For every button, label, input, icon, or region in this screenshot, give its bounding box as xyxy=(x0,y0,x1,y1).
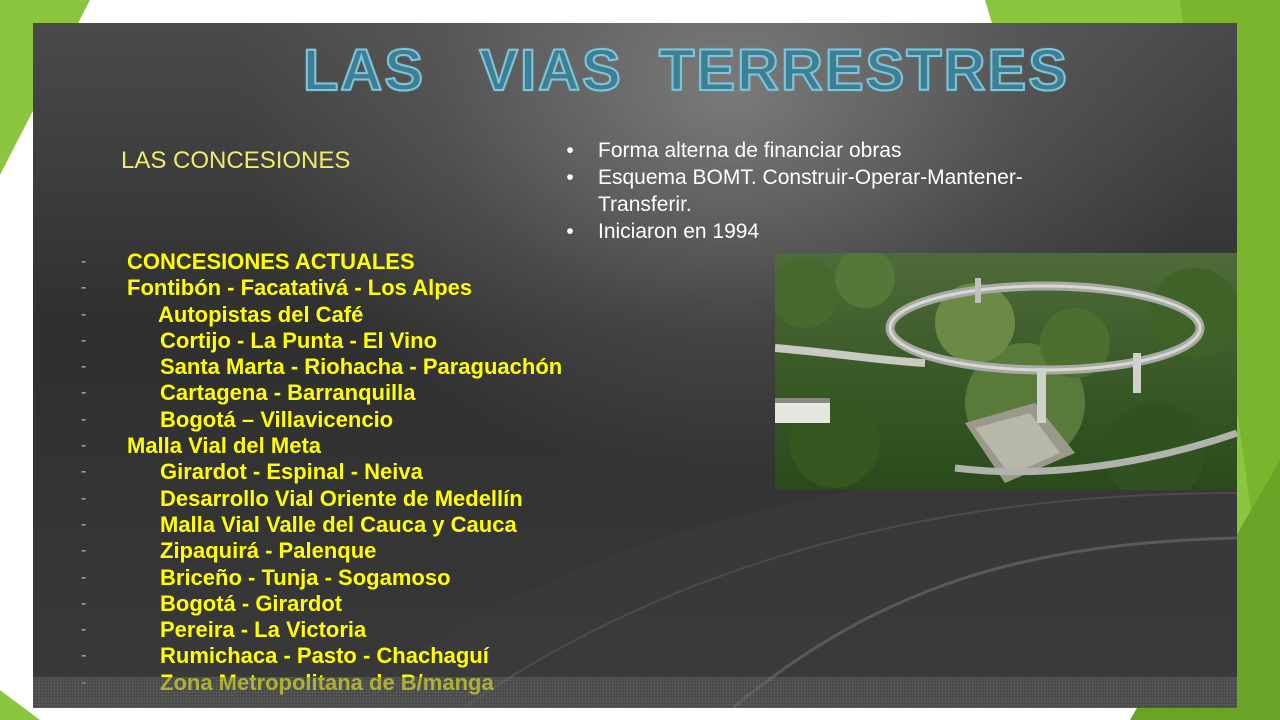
concession-text: Santa Marta - Riohacha - Paraguachón xyxy=(160,354,563,380)
concession-text: Pereira - La Victoria xyxy=(160,617,367,643)
bullet-icon: • xyxy=(566,166,574,189)
section-subtitle: LAS CONCESIONES xyxy=(121,147,351,174)
list-marker: - xyxy=(81,410,87,428)
bullet-text: Forma alterna de financiar obras xyxy=(598,139,902,162)
concession-text: Malla Vial del Meta xyxy=(127,433,322,459)
concession-text: Cartagena - Barranquilla xyxy=(160,380,416,406)
concession-text: Malla Vial Valle del Cauca y Cauca xyxy=(160,511,517,537)
list-marker: - xyxy=(81,358,87,376)
bullet-list xyxy=(560,137,1080,245)
concession-text: Bogotá - Girardot xyxy=(160,590,343,616)
list-marker: - xyxy=(81,279,87,297)
list-marker: - xyxy=(81,437,87,455)
concession-text: Rumichaca - Pasto - Chachaguí xyxy=(160,643,489,669)
bottom-band xyxy=(33,677,1237,708)
concession-text: Fontibón - Facatativá - Los Alpes xyxy=(127,275,473,301)
bullet-text: Esquema BOMT. Construir-Operar-Mantener-Transferir. xyxy=(598,166,1023,216)
list-marker: - xyxy=(81,515,87,533)
list-marker: - xyxy=(81,621,87,639)
concession-text: Girardot - Espinal - Neiva xyxy=(160,459,423,485)
list-marker: - xyxy=(81,568,87,586)
list-marker: - xyxy=(81,331,87,349)
list-marker: - xyxy=(81,489,87,507)
concession-text: Briceño - Tunja - Sogamoso xyxy=(160,564,451,590)
list-marker: - xyxy=(81,647,87,665)
page-title: LAS VIAS TERRESTRES xyxy=(303,38,1069,103)
list-marker: - xyxy=(81,305,87,323)
concession-text: Autopistas del Café xyxy=(158,301,364,327)
concession-text: Zipaquirá - Palenque xyxy=(160,538,377,564)
bullet-icon: • xyxy=(566,220,574,243)
slide xyxy=(33,23,1237,708)
concession-text: CONCESIONES ACTUALES xyxy=(127,249,415,274)
concession-text: Desarrollo Vial Oriente de Medellín xyxy=(160,485,523,511)
list-marker: - xyxy=(81,463,87,481)
concession-text: Cortijo - La Punta - El Vino xyxy=(160,327,438,353)
list-marker: - xyxy=(81,594,87,612)
bullet-item xyxy=(560,218,1080,245)
spiral-highway-bridge-photo xyxy=(775,253,1237,490)
bullet-item xyxy=(560,137,1080,164)
bullet-text: Iniciaron en 1994 xyxy=(598,220,760,243)
concession-text: Bogotá – Villavicencio xyxy=(160,406,394,432)
list-marker: - xyxy=(81,542,87,560)
bullet-icon: • xyxy=(566,139,574,162)
list-marker: - xyxy=(81,253,87,270)
list-marker: - xyxy=(81,384,87,402)
bullet-item xyxy=(560,164,1080,218)
